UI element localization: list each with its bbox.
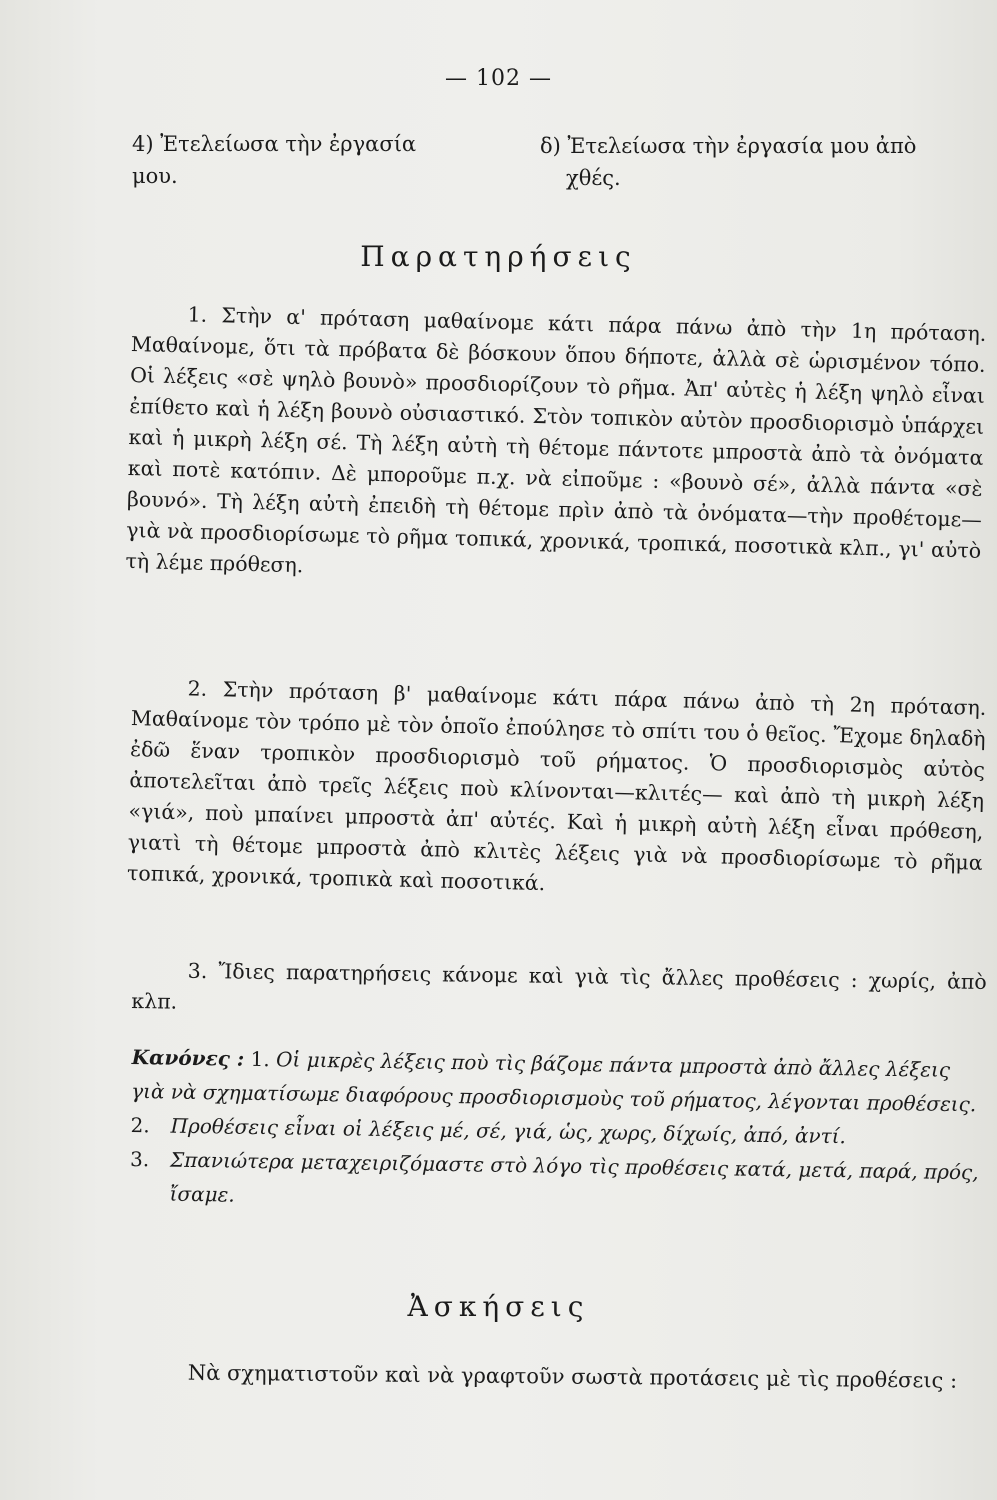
observation-paragraph-1 [125,298,987,598]
exercise-text [132,1352,982,1401]
rule-number: 2. [130,1112,150,1138]
exercise-instruction: Νὰ σχηματιστοῦν καὶ νὰ γραφτοῦν σωστὰ προτάσεις μὲ τὶς προθέσεις : [187,1360,958,1393]
page-number: — 102 — [445,66,552,91]
rule-text: Οἱ μικρὲς λέξεις ποὺ τὶς βάζομε πάντα μπροστὰ ἀπὸ ἄλλες λέξεις γιὰ νὰ σχηματίσωμε διαφόρους προσδιορισμοὺς τοῦ ρήματος, λέγονται προθέσεις. [131,1047,977,1117]
observation-1-text: 1. Στὴν α' πρόταση μαθαίνομε κάτι πάρα πάνω ἀπὸ τὴν 1η πρόταση. Μαθαίνομε, ὅτι τὰ πρόβατα δὲ βόσκουν ὅπου δήποτε, ἀλλὰ σὲ ὡρισμένον τόπο. Οἱ λέξεις «σὲ ψηλὸ βουνὸ» προσδιορίζουν τὸ ρῆμα. Ἀπ' αὐτὲς ἡ λέξη ψηλὸ εἶναι ἐπίθετο καὶ ἡ λέξη βουνὸ οὐσιαστικό. Στὸν τοπικὸν αὐτὸν προσδιορισμὸ ὑπάρχει καὶ ἡ μικρὴ λέξη σέ. Τὴ λέξη αὐτὴ τὴ θέτομε πάντοτε μπροστὰ ἀπὸ τὰ ὀνόματα καὶ ποτὲ κατόπιν. Δὲ μποροῦμε π.χ. νὰ εἰποῦμε : «βουνὸ σέ», ἀλλὰ πάντα «σὲ βουνό». Τὴ λέξη αὐτὴ ἐπειδὴ τὴ θέτομε πρὶν ἀπὸ τὰ ὀνόματα—τὴν προθέτομε—γιὰ νὰ προσδιορίσωμε τὸ ρῆμα τοπικά, χρονικά, τροπικά, ποσοτικὰ κλπ., γι' αὐτὸ τὴ λέμε πρόθεση. [125,302,987,578]
exercises-heading: Ἀσκήσεις [407,1290,590,1323]
rule-number: 3. [129,1146,150,1172]
rule-text: Προθέσεις εἶναι οἱ λέξεις μέ, σέ, γιά, ὡς, χωρς, δίχωίς, ἀπό, ἀντί. [170,1113,847,1149]
observations-heading: Παρατηρήσεις [360,240,637,273]
rule-item [129,1142,985,1223]
example-d-line2: χθές. [566,166,621,190]
observation-3-text: 3. Ἴδιες παρατηρήσεις κάνομε καὶ γιὰ τὶς ἄλλες προθέσεις : χωρίς, ἀπὸ κλπ. [131,958,987,1014]
example-d [540,130,997,194]
observation-paragraph-3 [131,955,987,1029]
observation-paragraph-2 [127,672,987,910]
example-4: 4) Ἐτελείωσα τὴν ἐργασία μου. [132,132,417,188]
example-d-line1: δ) Ἐτελείωσα τὴν ἐργασία μου ἀπὸ [540,134,917,158]
rules-section [129,1040,987,1223]
rule-text: Σπανιώτερα μεταχειριζόμαστε στὸ λόγο τὶς προθέσεις κατά, μετά, παρά, πρός, ἴσαμε. [169,1147,979,1207]
observation-2-text: 2. Στὴν πρόταση β' μαθαίνομε κάτι πάρα πάνω ἀπὸ τὴ 2η πρόταση. Μαθαίνομε τὸν τρόπο μὲ τὸν ὁποῖο ἐπούλησε τὸ σπίτι του ὁ θεῖος. Ἔχομε δηλαδὴ ἐδῶ ἕναν τροπικὸν προσδιορισμὸ τοῦ ρήματος. Ὁ προσδιορισμὸς αὐτὸς ἀποτελεῖται ἀπὸ τρεῖς λέξεις ποὺ κλίνονται—κλιτές— καὶ ἀπὸ τὴ μικρὴ λέξη «γιά», ποὺ μπαίνει μπροστὰ ἀπ' αὐτές. Καὶ ἡ μικρὴ αὐτὴ λέξη εἶναι πρόθεση, γιατὶ τὴ θέτομε μπροστὰ ἀπὸ κλιτὲς λέξεις γιὰ νὰ προσδιορίσωμε τὸ ρῆμα τοπικά, χρονικά, τροπικὰ καὶ ποσοτικά. [126,676,987,896]
rule-number: 1. [250,1046,270,1072]
rules-label: Κανόνες : [131,1044,245,1071]
